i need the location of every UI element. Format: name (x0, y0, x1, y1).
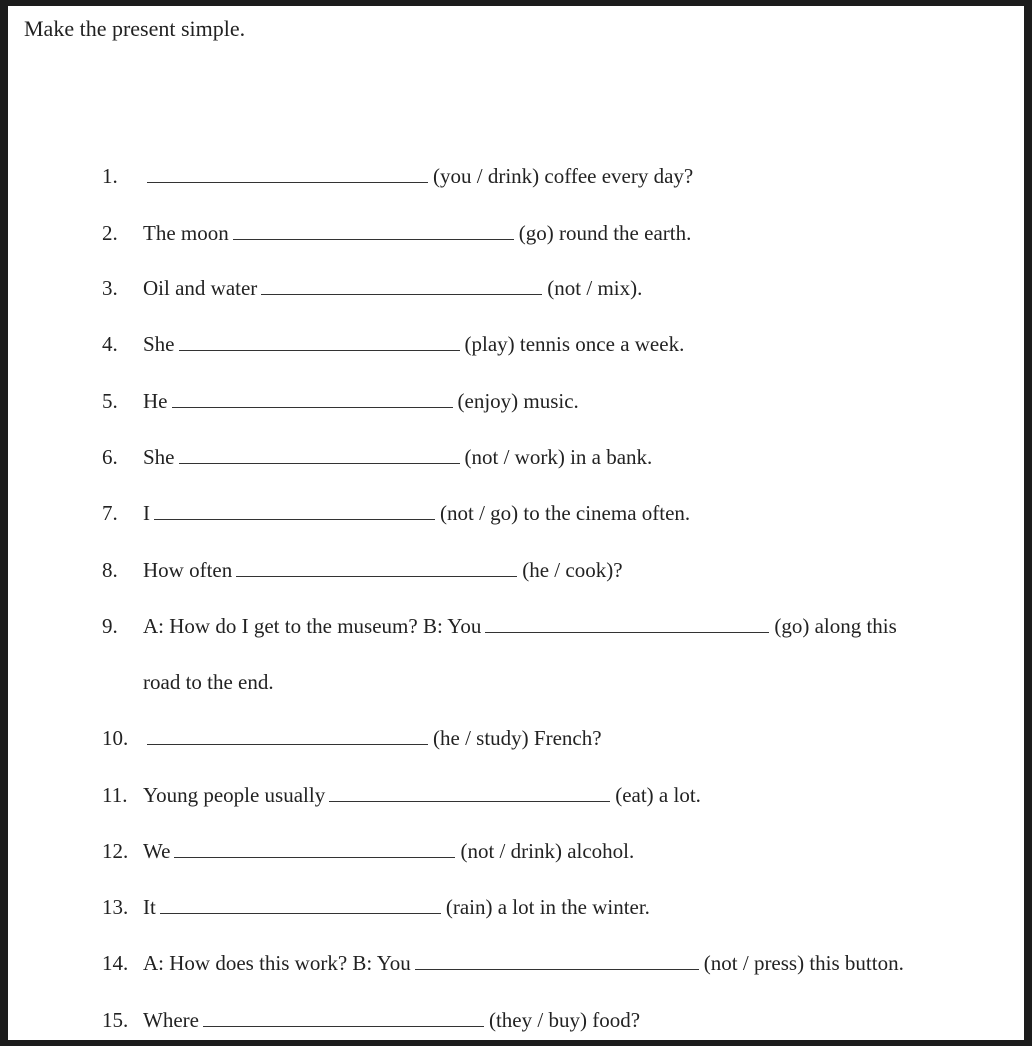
item-number: 13. (102, 895, 129, 919)
item-prefix: Oil and water (143, 276, 258, 300)
exercise-item (102, 332, 684, 357)
exercise-item (102, 839, 634, 864)
answer-blank[interactable] (236, 575, 517, 577)
item-number: 10. (102, 726, 129, 750)
answer-blank[interactable] (179, 462, 460, 464)
item-number: 1. (102, 164, 118, 188)
item-number: 6. (102, 445, 118, 469)
answer-blank[interactable] (160, 912, 441, 914)
exercise-item (102, 726, 602, 751)
item-prefix: She (143, 445, 175, 469)
item-suffix: (go) along this (774, 614, 897, 638)
answer-blank[interactable] (329, 800, 610, 802)
answer-blank[interactable] (147, 743, 428, 745)
item-number: 4. (102, 332, 118, 356)
answer-blank[interactable] (174, 856, 455, 858)
exercise-item (102, 276, 642, 301)
item-suffix: (enjoy) music. (457, 389, 579, 413)
item-number: 8. (102, 558, 118, 582)
answer-blank[interactable] (261, 293, 542, 295)
exercise-item (102, 501, 690, 526)
answer-blank[interactable] (172, 406, 453, 408)
item-suffix: (play) tennis once a week. (464, 332, 685, 356)
item-number: 2. (102, 221, 118, 245)
worksheet-page (8, 6, 1024, 1040)
item-prefix: Young people usually (143, 783, 326, 807)
item-number: 11. (102, 783, 128, 807)
answer-blank[interactable] (203, 1025, 484, 1027)
item-suffix: (you / drink) coffee every day? (433, 164, 694, 188)
answer-blank[interactable] (179, 349, 460, 351)
item-number: 3. (102, 276, 118, 300)
item-prefix: I (143, 501, 150, 525)
worksheet-title: Make the present simple. (24, 16, 246, 41)
item-continuation: road to the end. (143, 670, 274, 694)
answer-blank[interactable] (154, 518, 435, 520)
item-prefix: A: How do I get to the museum? B: You (143, 614, 482, 638)
exercise-item (102, 445, 652, 470)
item-suffix: (he / cook)? (522, 558, 623, 582)
item-suffix: (eat) a lot. (615, 783, 701, 807)
item-number: 12. (102, 839, 129, 863)
answer-blank[interactable] (233, 238, 514, 240)
item-number: 9. (102, 614, 118, 638)
exercise-item (102, 221, 691, 246)
item-suffix: (not / work) in a bank. (464, 445, 653, 469)
item-prefix: We (143, 839, 171, 863)
exercise-item (102, 558, 623, 583)
exercise-item (102, 951, 904, 976)
item-prefix: It (143, 895, 156, 919)
item-prefix: How often (143, 558, 233, 582)
answer-blank[interactable] (485, 631, 769, 633)
item-suffix: (not / drink) alcohol. (460, 839, 635, 863)
item-prefix: A: How does this work? B: You (143, 951, 411, 975)
exercise-item (102, 1008, 640, 1033)
exercise-item (102, 783, 701, 808)
item-suffix: (he / study) French? (433, 726, 602, 750)
item-prefix: The moon (143, 221, 229, 245)
exercise-item (102, 389, 579, 414)
item-number: 5. (102, 389, 118, 413)
item-suffix: (not / mix). (547, 276, 643, 300)
item-number: 7. (102, 501, 118, 525)
exercise-item (102, 895, 650, 920)
item-prefix: He (143, 389, 168, 413)
item-number: 14. (102, 951, 129, 975)
item-suffix: (rain) a lot in the winter. (445, 895, 650, 919)
item-prefix: Where (143, 1008, 199, 1032)
item-number: 15. (102, 1008, 129, 1032)
exercise-item (102, 614, 897, 639)
item-suffix: (not / go) to the cinema often. (440, 501, 691, 525)
exercise-item (102, 164, 693, 189)
answer-blank[interactable] (147, 181, 428, 183)
item-prefix: She (143, 332, 175, 356)
answer-blank[interactable] (415, 968, 699, 970)
item-suffix: (go) round the earth. (518, 221, 692, 245)
item-suffix: (not / press) this button. (703, 951, 904, 975)
item-suffix: (they / buy) food? (488, 1008, 641, 1032)
